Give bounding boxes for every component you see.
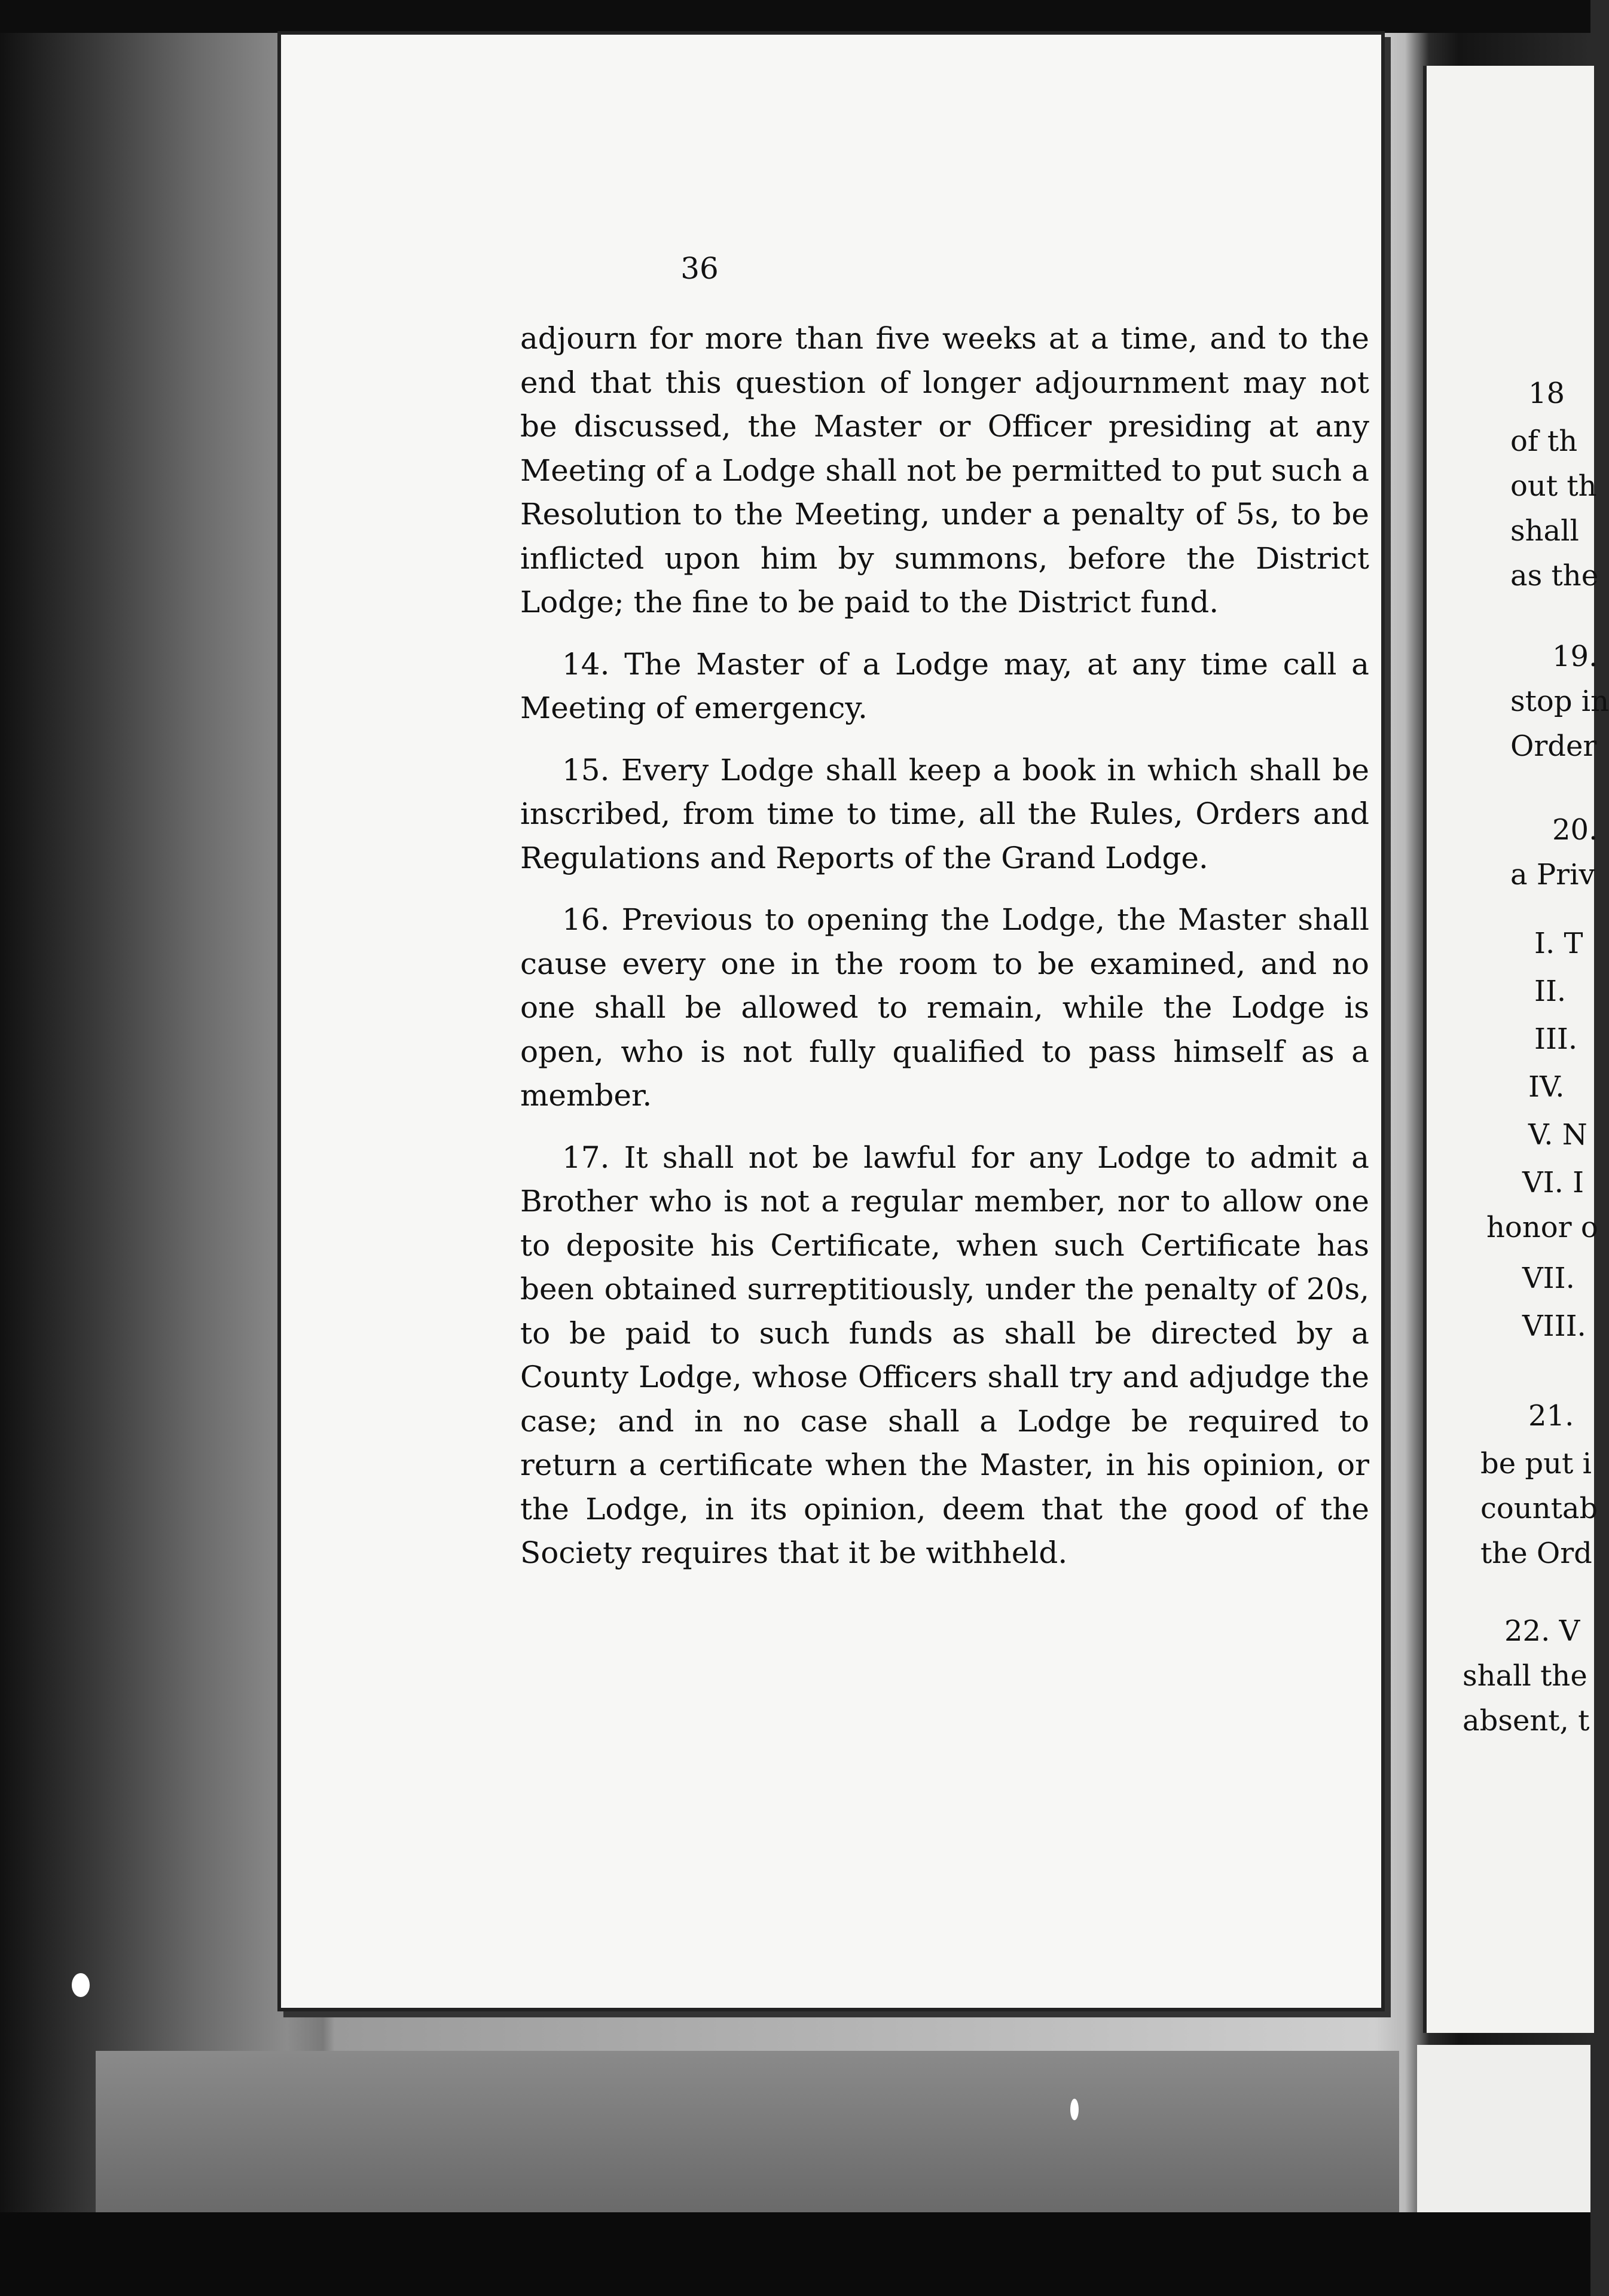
right-line: out th — [1510, 469, 1597, 503]
right-line: 22. V — [1504, 1614, 1580, 1648]
right-line: shall — [1510, 514, 1579, 548]
right-line: a Priv — [1510, 858, 1595, 891]
right-line: 20. — [1552, 813, 1598, 847]
right-line: be put i — [1480, 1447, 1592, 1480]
right-line: 19. — [1552, 640, 1598, 673]
right-line: countab — [1480, 1492, 1598, 1525]
right-line: VI. I — [1522, 1166, 1584, 1199]
paragraph-14: 14. The Master of a Lodge may, at any time call a Meeting of emergency. — [520, 646, 1369, 725]
right-line: the Ord — [1480, 1537, 1592, 1570]
right-line: III. — [1534, 1022, 1578, 1056]
scan-fleck — [1070, 2099, 1079, 2120]
right-line: absent, t — [1463, 1704, 1590, 1738]
right-page-bottom — [1417, 2045, 1590, 2212]
bottom-page-shadow — [96, 2051, 1399, 2212]
right-line: of th — [1510, 425, 1578, 458]
right-line: as the — [1510, 559, 1599, 593]
scan-fleck — [72, 1973, 90, 1997]
right-line: 18 — [1528, 377, 1565, 410]
right-line: II. — [1534, 975, 1567, 1008]
right-page-fragment — [1423, 66, 1609, 2033]
right-line: VIII. — [1522, 1309, 1586, 1343]
paragraph-17: 17. It shall not be lawful for any Lodge to admit a Brother who is not a regular member, nor to allow one to deposite his Certificate, when such Certificate has been obtained surreptitiously, under the penalty of 20s, to be paid to such funds as shall be directed by a County Lodge, whose Officers shall try and adjudge the case; and in no case shall a Lodge be required to return a certificate when the Master, in his opinion, or the Lodge, in its opinion, deem that the good of the Society requires that it be withheld. — [520, 1140, 1369, 1570]
right-line: VII. — [1522, 1262, 1575, 1295]
paragraph-15: 15. Every Lodge shall keep a book in which shall be inscribed, from time to time, all the Rules, Orders and Regulations and Reports of the Grand Lodge. — [520, 752, 1369, 875]
right-line: honor o — [1486, 1211, 1598, 1244]
right-line: Order — [1510, 729, 1597, 763]
right-line: stop in — [1510, 685, 1609, 718]
bottom-scan-border — [0, 2212, 1590, 2296]
right-line: 21. — [1528, 1399, 1574, 1433]
top-scan-border — [0, 0, 1590, 33]
right-line: IV. — [1528, 1070, 1565, 1104]
right-line: shall the — [1463, 1659, 1587, 1693]
paragraph-16: 16. Previous to opening the Lodge, the Master shall cause every one in the room to be examined, and no one shall be allowed to remain, while the Lodge is open, who is not fully qualified to pass himself as a member. — [520, 902, 1369, 1113]
page-number: 36 — [680, 251, 719, 286]
right-line: I. T — [1534, 927, 1583, 960]
paragraph-13-continued: adjourn for more than five weeks at a time, and to the end that this question of longer adjournment may not be discussed, the Master or Officer presiding at any Meeting of a Lodge shall not be permitted to put such a Resolution to the Meeting, under a penalty of 5s, to be inflicted upon him by summons, before the District Lodge; the fine to be paid to the District fund. — [520, 321, 1369, 619]
page-text — [520, 317, 1369, 1593]
right-line: V. N — [1528, 1118, 1587, 1152]
